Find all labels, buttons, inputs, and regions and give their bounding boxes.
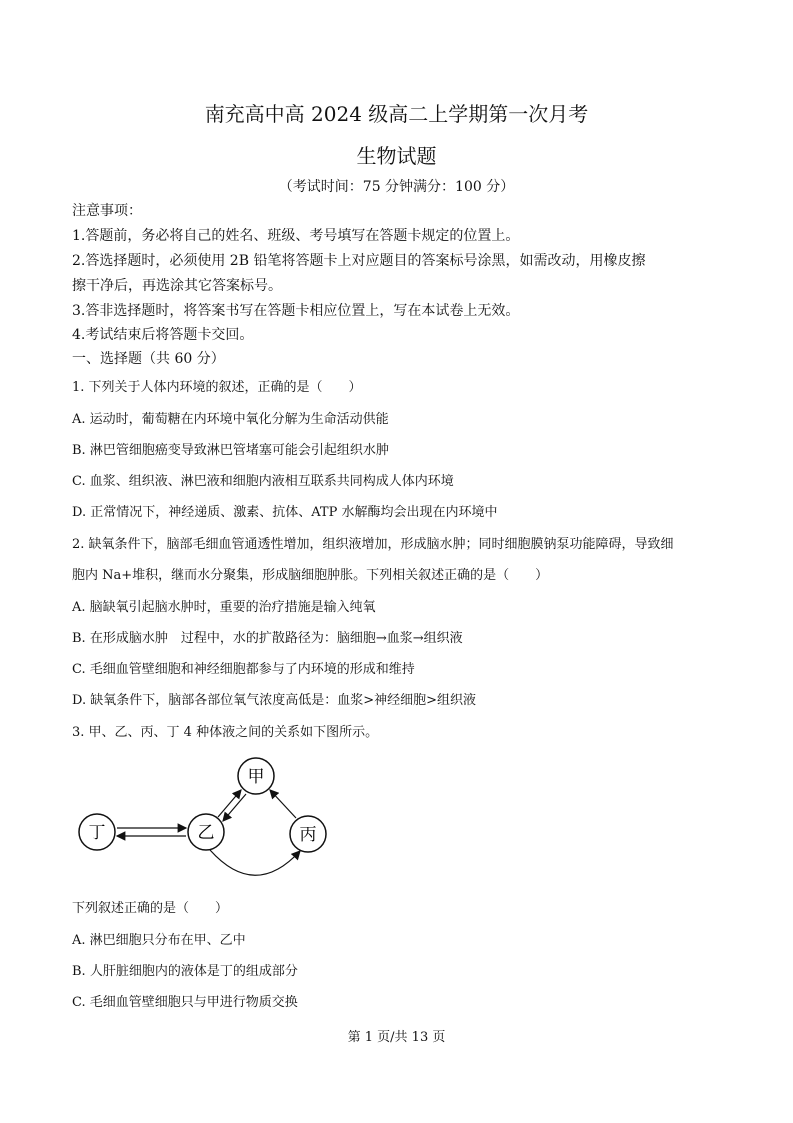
q3-question: 下列叙述正确的是（ ） bbox=[72, 901, 229, 916]
exam-time-info: （考试时间：75 分钟满分：100 分） bbox=[278, 179, 515, 195]
q2-stem-line2: 胞内 Na+堆积，继而水分聚集，形成脑细胞肿胀。下列相关叙述正确的是（ ） bbox=[72, 568, 549, 583]
q3-option-b: B. 人肝脏细胞内的液体是丁的组成部分 bbox=[72, 964, 298, 979]
q3-option-c: C. 毛细血管壁细胞只与甲进行物质交换 bbox=[72, 995, 298, 1010]
q1-option-a: A. 运动时，葡萄糖在内环境中氧化分解为生命活动供能 bbox=[72, 412, 389, 427]
body-fluid-diagram bbox=[70, 752, 340, 888]
q2-option-c: C. 毛细血管壁细胞和神经细胞都参与了内环境的形成和维持 bbox=[72, 662, 415, 677]
q2-option-b: B. 在形成脑水肿 过程中，水的扩散路径为：脑细胞→血浆→组织液 bbox=[72, 631, 463, 646]
q1-option-b: B. 淋巴管细胞癌变导致淋巴管堵塞可能会引起组织水肿 bbox=[72, 443, 389, 458]
node-ding-label: 丁 bbox=[88, 823, 106, 843]
node-bing-label: 丙 bbox=[299, 825, 317, 845]
q2-option-a: A. 脑缺氧引起脑水肿时，重要的治疗措施是输入纯氧 bbox=[72, 600, 376, 615]
node-jia-label: 甲 bbox=[247, 767, 265, 787]
notice-item-1: 1.答题前，务必将自己的姓名、班级、考号填写在答题卡规定的位置上。 bbox=[72, 228, 520, 244]
q2-stem-line1: 2. 缺氧条件下，脑部毛细血管通透性增加，组织液增加，形成脑水肿；同时细胞膜钠泵功能障碍，导致细 bbox=[72, 537, 674, 552]
section-heading: 一、选择题（共 60 分） bbox=[72, 351, 225, 367]
notice-item-2: 2.答选择题时，必须使用 2B 铅笔将答题卡上对应题目的答案标号涂黑，如需改动，用橡皮擦 bbox=[72, 253, 646, 269]
page-title: 南充高中高 2024 级高二上学期第一次月考 bbox=[204, 102, 589, 126]
page-subtitle: 生物试题 bbox=[356, 144, 437, 168]
q2-option-d: D. 缺氧条件下，脑部各部位氧气浓度高低是：血浆>神经细胞>组织液 bbox=[72, 693, 477, 708]
q1-option-c: C. 血浆、组织液、淋巴液和细胞内液相互联系共同构成人体内环境 bbox=[72, 474, 454, 489]
notice-item-2-cont: 擦干净后，再选涂其它答案标号。 bbox=[72, 278, 282, 294]
q1-option-d: D. 正常情况下，神经递质、激素、抗体、ATP 水解酶均会出现在内环境中 bbox=[72, 505, 498, 520]
q3-option-a: A. 淋巴细胞只分布在甲、乙中 bbox=[72, 933, 246, 948]
q3-stem: 3. 甲、乙、丙、丁 4 种体液之间的关系如下图所示。 bbox=[72, 725, 379, 740]
notice-item-3: 3.答非选择题时，将答案书写在答题卡相应位置上，写在本试卷上无效。 bbox=[72, 303, 520, 319]
q1-stem: 1. 下列关于人体内环境的叙述，正确的是（ ） bbox=[72, 380, 362, 395]
notice-heading: 注意事项： bbox=[72, 203, 142, 219]
notice-item-4: 4.考试结束后将答题卡交回。 bbox=[72, 327, 254, 343]
page-footer: 第 1 页/共 13 页 bbox=[347, 1030, 446, 1045]
arrow-bing-to-jia bbox=[270, 790, 296, 818]
arrow-yi-to-bing bbox=[210, 850, 300, 875]
node-yi-label: 乙 bbox=[197, 823, 215, 843]
